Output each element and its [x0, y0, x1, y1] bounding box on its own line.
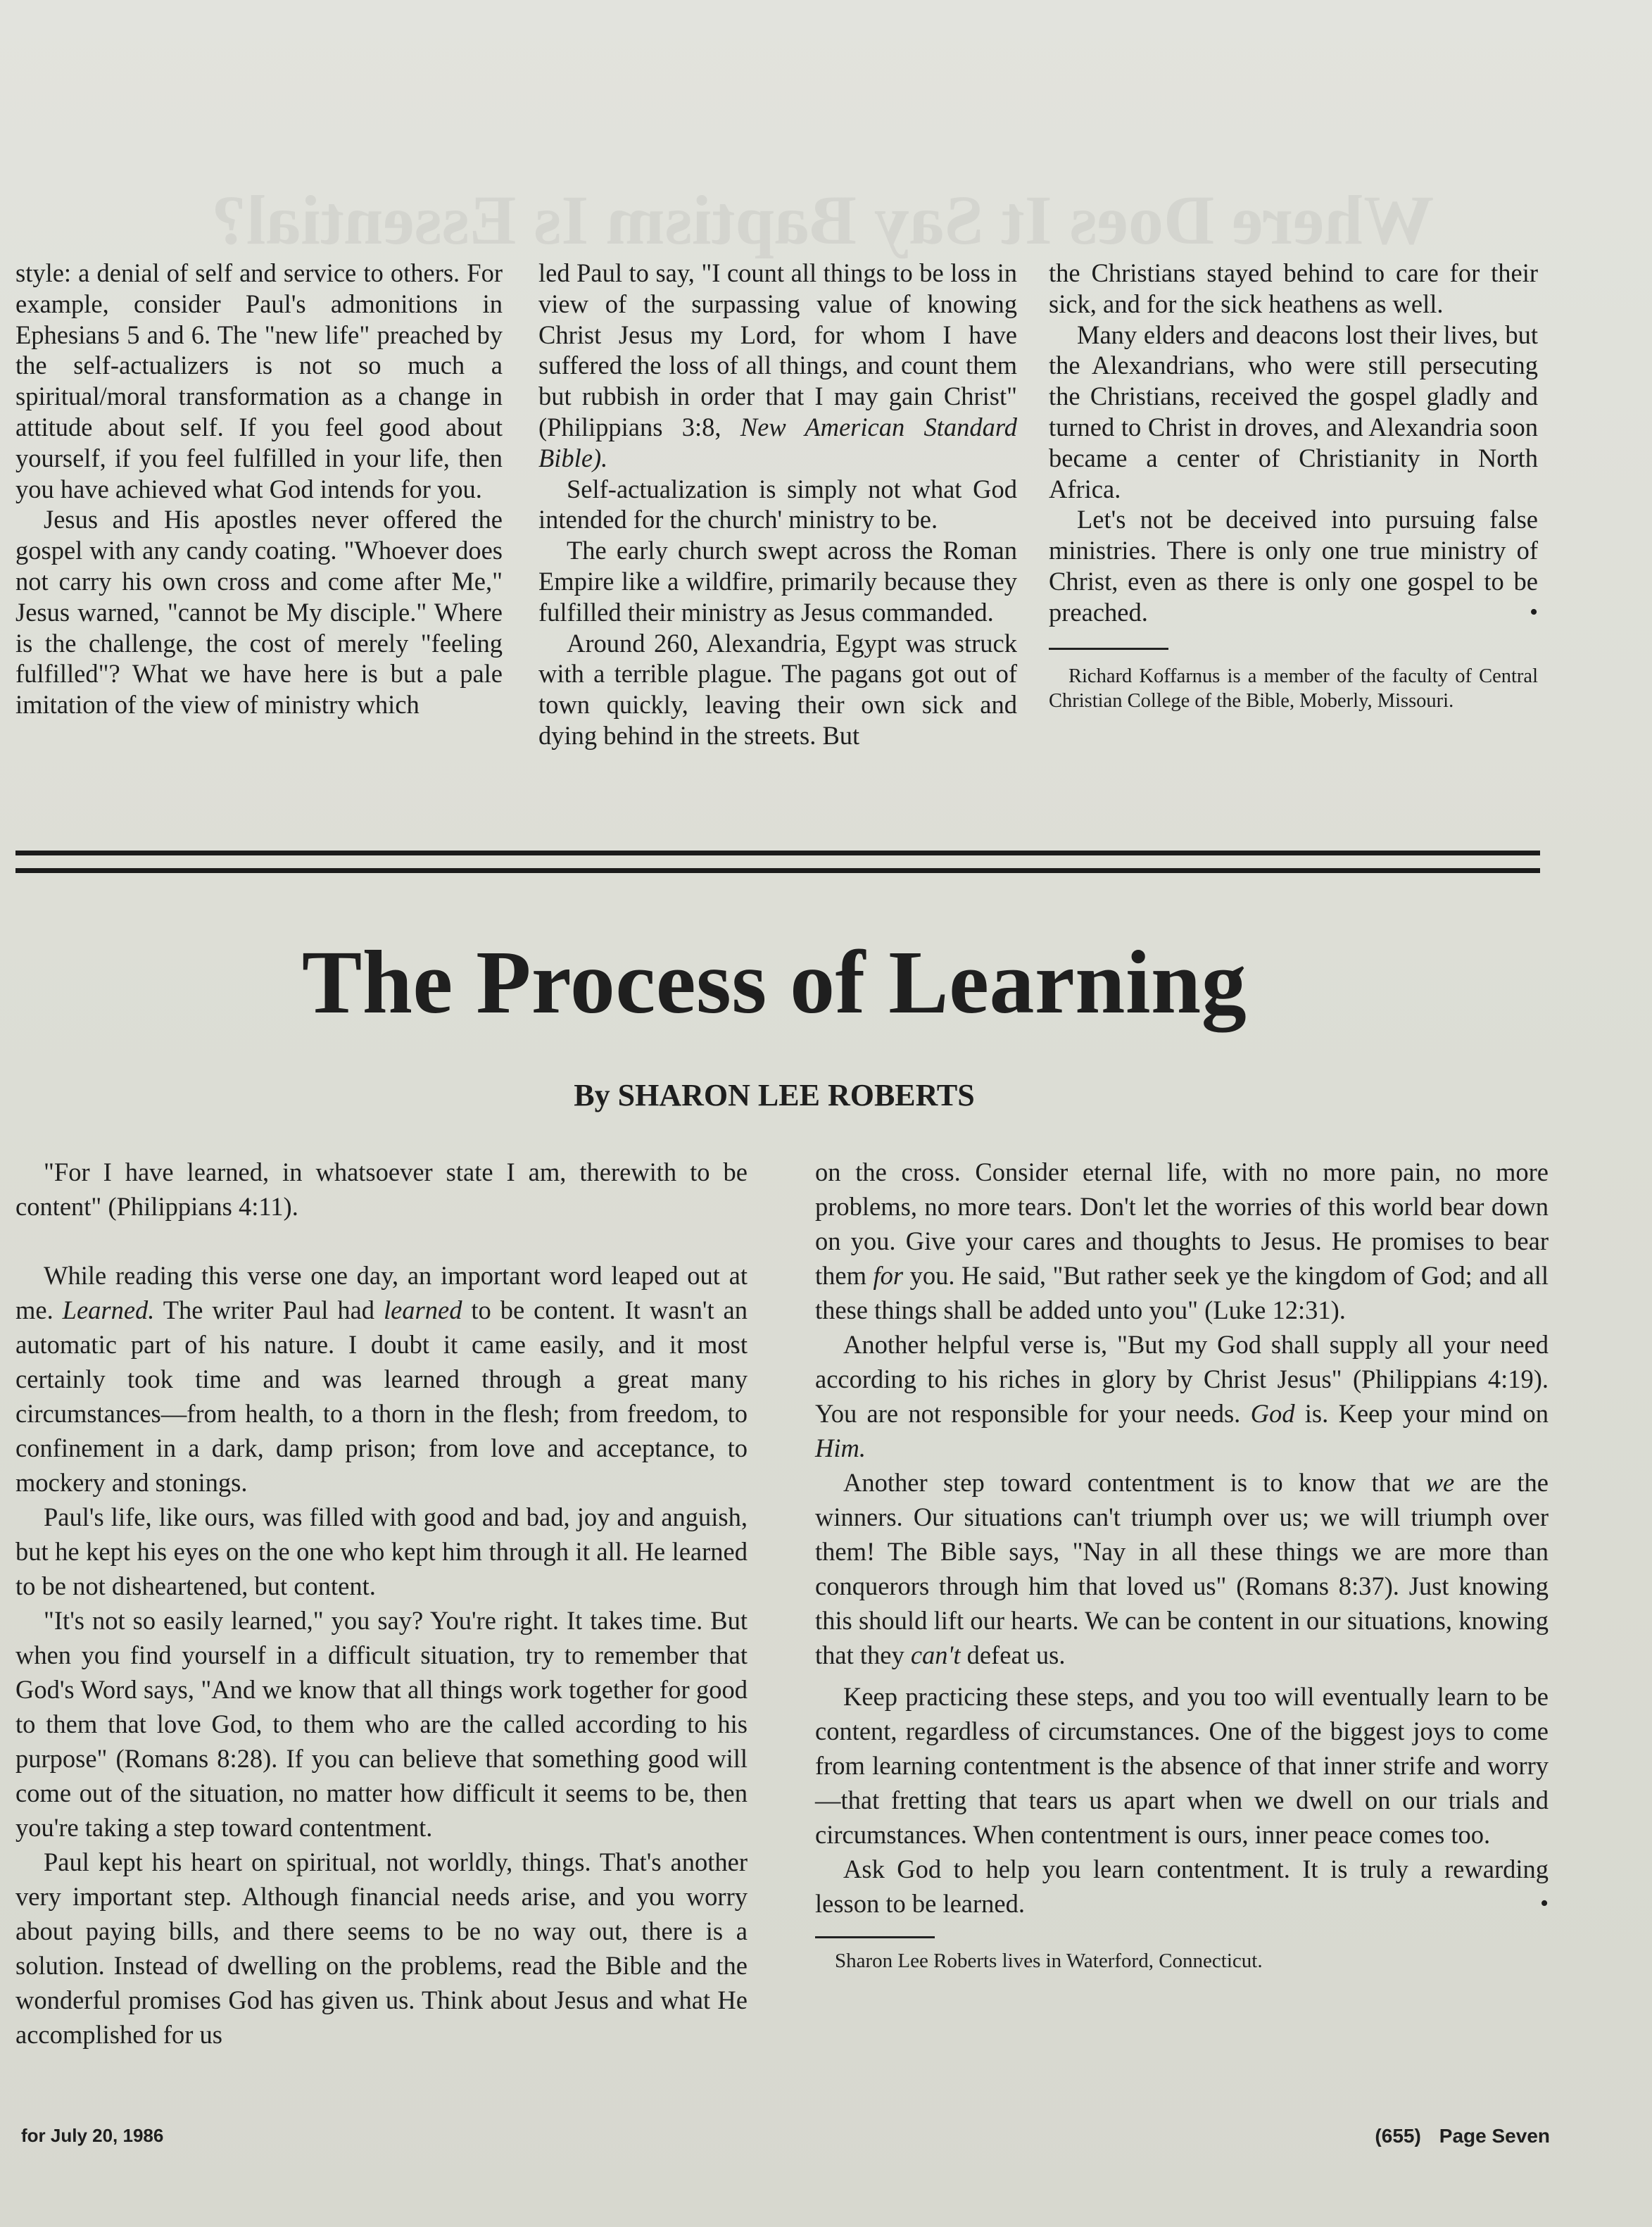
page-number: (655) Page Seven: [1375, 2125, 1550, 2147]
paragraph: While reading this verse one day, an important word leaped out at me. Learned. The writer Paul had learned to be content. It wasn't an automatic part of his nature. I doubt it came easily, and it most certainly took time and was learned through a great many circumstances—from health, to a thorn in the flesh; from freedom, to confinement in a dark, damp prison; from love and acceptance, to mockery and stonings.: [15, 1261, 748, 1497]
paragraph: led Paul to say, "I count all things to be loss in view of the surpassing value of knowing Christ Jesus my Lord, for whom I have suffered the loss of all things, and count them but rubbish in order that I may gain Christ" (Philippians 3:8, New American Standard Bible).: [538, 258, 1017, 472]
paragraph: Let's not be deceived into pursuing false ministries. There is only one true ministry of Christ, even as there is only one gospel to be preached. •: [1049, 505, 1538, 627]
paragraph: style: a denial of self and service to others. For example, consider Paul's admonitions in Ephesians 5 and 6. The "new life" preached by the self-actualizers is not so much a spiritual/moral transformation as a change in attitude about self. If you feel good about yourself, if you feel fulfilled in your life, then you have achieved what God intends for you.: [15, 258, 503, 503]
paragraph: Keep practicing these steps, and you too will eventually learn to be content, regardless of circumstances. One of the biggest joys to come from learning contentment is the absence of that inner strife and worry—that fretting that tears us apart when we dwell on our trials and circumstances. When contentment is ours, inner peace comes too.: [815, 1682, 1549, 1849]
paragraph: "It's not so easily learned," you say? You're right. It takes time. But when you find yourself in a difficult situation, try to remember that God's Word says, "And we know that all things work together for good to them that love God, to them who are the called according to his purpose" (Romans 8:28). If you can believe that something good will come out of the situation, no matter how difficult it seems to be, then you're taking a step toward contentment.: [15, 1606, 748, 1842]
paragraph: on the cross. Consider eternal life, with no more pain, no more problems, no more tears. Don't let the worries of this world bear down on you. Give your cares and thoughts to Jesus. He promises to bear them for you. He said, "But rather seek ye the kingdom of God; and all these things shall be added unto you" (Luke 12:31).: [815, 1158, 1549, 1324]
article-title: The Process of Learning: [301, 932, 1247, 1032]
prev-article-column-3: [1049, 258, 1538, 713]
section-divider-bottom: [15, 868, 1540, 873]
end-mark: •: [1530, 598, 1538, 625]
paragraph: the Christians stayed behind to care for their sick, and for the sick heathens as well.: [1049, 258, 1538, 318]
author-bio: Richard Koffarnus is a member of the faculty of Central Christian College of the Bible, Moberly, Missouri.: [1049, 665, 1538, 712]
article-column-right: [815, 1155, 1549, 1974]
prev-article-column-1: [15, 258, 503, 720]
prev-article-column-2: [538, 258, 1017, 751]
author-name: SHARON LEE ROBERTS: [617, 1078, 975, 1112]
byline: By SHARON LEE ROBERTS: [574, 1078, 975, 1112]
paragraph: The early church swept across the Roman Empire like a wildfire, primarily because they fulfilled their ministry as Jesus commanded.: [538, 536, 1017, 627]
paragraph: Jesus and His apostles never offered the gospel with any candy coating. "Whoever does not carry his own cross and come after Me," Jesus warned, "cannot be My disciple." Where is the challenge, the cost of merely "feeling fulfilled"? What we have here is but a pale imitation of the view of ministry which: [15, 505, 503, 720]
paragraph: Around 260, Alexandria, Egypt was struck with a terrible plague. The pagans got out of town quickly, leaving their own sick and dying behind in the streets. But: [538, 628, 1017, 750]
paragraph: Paul kept his heart on spiritual, not worldly, things. That's another very important step. Although financial needs arise, and you worry about paying bills, and there seems to be no way out, there is a solution. Instead of dwelling on the problems, read the Bible and the wonderful promises God has given us. Think about Jesus and what He accomplished for us: [15, 1848, 748, 2049]
author-bio: Sharon Lee Roberts lives in Waterford, Connecticut.: [835, 1950, 1263, 1972]
paragraph: Self-actualization is simply not what God intended for the church' ministry to be.: [538, 474, 1017, 534]
issue-date: for July 20, 1986: [21, 2125, 164, 2146]
bio-rule: [815, 1936, 935, 1938]
bible-version-citation: New American Standard Bible).: [538, 412, 1017, 472]
paragraph: Another step toward contentment is to know that we are the winners. Our situations can't triumph over us; we will triumph over them! The Bible says, "Nay in all these things we are more than conquerors through him that loved us" (Romans 8:37). Just knowing this should lift our hearts. We can be content in our situations, knowing that they can't defeat us.: [815, 1468, 1549, 1669]
paragraph: Another helpful verse is, "But my God shall supply all your need according to his riches in glory by Christ Jesus" (Philippians 4:19). You are not responsible for your needs. God is. Keep your mind on Him.: [815, 1330, 1549, 1462]
bio-rule: [1049, 648, 1168, 650]
paragraph: Ask God to help you learn contentment. It is truly a rewarding lesson to be learned. •: [815, 1852, 1549, 1921]
paragraph: Paul's life, like ours, was filled with good and bad, joy and anguish, but he kept his eyes on the one who kept him through it all. He learned to be not disheartened, but content.: [15, 1503, 748, 1600]
epigraph: "For I have learned, in whatsoever state I am, therewith to be content" (Philippians 4:11).: [15, 1158, 748, 1221]
article-column-left: [15, 1155, 748, 2052]
paragraph: Many elders and deacons lost their lives, but the Alexandrians, who were still persecuting the Christians, received the gospel gladly and turned to Christ in droves, and Alexandria soon became a center of Christianity in North Africa.: [1049, 320, 1538, 503]
show-through-title: Where Does It Say Baptism Is Essential?: [211, 181, 1435, 259]
section-divider-top: [15, 851, 1540, 855]
end-mark: •: [1540, 1890, 1549, 1917]
